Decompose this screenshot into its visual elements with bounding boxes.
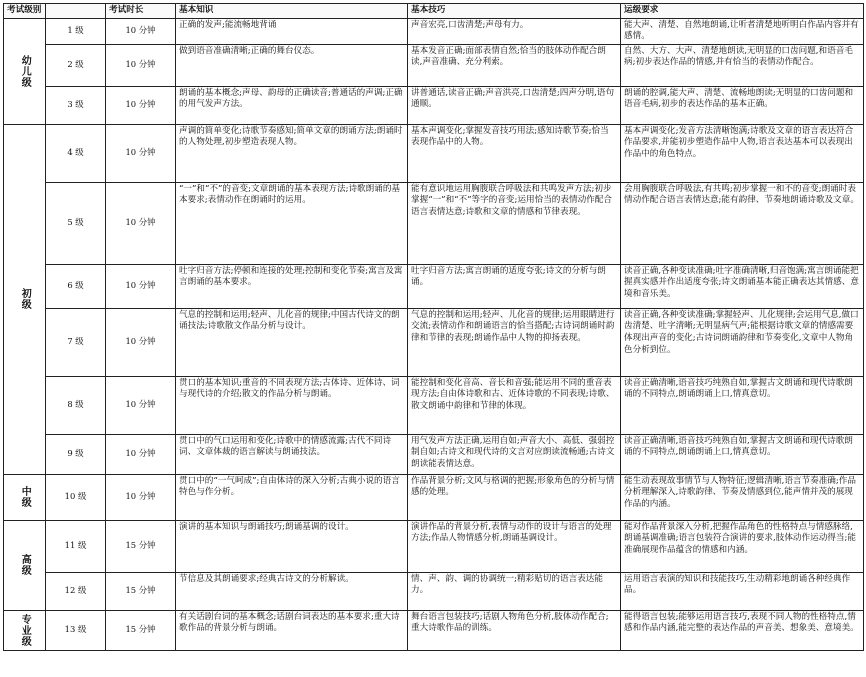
knowledge-cell: 贯口中的“一气呵成”;自由体诗的深入分析;古典小说的语言特色与作分析。 (176, 474, 408, 520)
skills-cell: 讲普通话,读音正确;声音洪亮,口齿清楚;四声分明,语句通顺。 (408, 86, 621, 124)
grade-cell: 8 级 (46, 376, 106, 434)
grade-cell: 13 级 (46, 610, 106, 650)
knowledge-cell: 演讲的基本知识与朗诵技巧;朗诵基调的设计。 (176, 520, 408, 572)
table-row (4, 572, 864, 610)
header-requirements: 运级要求 (621, 4, 864, 19)
grade-cell: 9 级 (46, 434, 106, 474)
requirements-cell: 自然、大方、大声、清楚地朗读,无明显的口齿问题,和语音毛病;初步表达作品的情感,并有恰当的表情动作配合。 (621, 44, 864, 86)
grade-cell: 7 级 (46, 308, 106, 376)
time-cell: 10 分钟 (106, 308, 176, 376)
time-cell: 10 分钟 (106, 434, 176, 474)
requirements-cell: 朗诵的腔调,能大声、清楚、流畅地朗读;无明显的口齿问题和语音毛病,初步的表达作品的基本正确。 (621, 86, 864, 124)
knowledge-cell: 朗诵的基本概念;声母、韵母的正确读音;普通话的声调;正确的用气发声方法。 (176, 86, 408, 124)
header-skills: 基本技巧 (408, 4, 621, 19)
time-cell: 10 分钟 (106, 182, 176, 264)
time-cell: 10 分钟 (106, 124, 176, 182)
grade-cell: 12 级 (46, 572, 106, 610)
header-grade (46, 4, 106, 19)
grade-cell: 10 级 (46, 474, 106, 520)
requirements-cell: 会用胸腹联合呼吸法,有共鸣;初步掌握一和不的音变;朗诵时表情动作配合语言表情达意;能有韵律、节奏地朗诵诗歌及文章。 (621, 182, 864, 264)
requirements-cell: 读音正确清晰,语音技巧纯熟自如,掌握古文朗诵和现代诗歌朗诵的不同特点,朗诵朗诵上口,情真意切。 (621, 376, 864, 434)
table-row (4, 182, 864, 264)
knowledge-cell: 声调的简单变化;诗歌节奏感知;简单文章的朗诵方法;朗诵时的人物处理,初步塑造表现人物。 (176, 124, 408, 182)
table-row (4, 376, 864, 434)
requirements-cell: 能对作品背景深入分析,把握作品角色的性格特点与情感脉络,朗诵基调准确;语言包装符合演讲的要求,肢体动作运动得当;能准确展现作品蕴含的情感和内涵。 (621, 520, 864, 572)
requirements-cell: 读音正确清晰,语音技巧纯熟自如,掌握古文朗诵和现代诗歌朗诵的不同特点,朗诵朗诵上口,情真意切。 (621, 434, 864, 474)
skills-cell: 用气发声方法正确,运用自如;声音大小、高低、强弱控制自如;古诗文和现代诗的文言对应朗读流畅通;古诗文朗读能表情达意。 (408, 434, 621, 474)
knowledge-cell: 吐字归音方法;停顿和连接的处理;控制和变化节奏;寓言及寓言朗诵的基本要求。 (176, 264, 408, 308)
skills-cell: 舞台语言包装技巧;话剧人物角色分析,肢体动作配合;重大诗歌作品的训练。 (408, 610, 621, 650)
grade-cell: 1 级 (46, 18, 106, 44)
time-cell: 10 分钟 (106, 264, 176, 308)
table-row (4, 520, 864, 572)
level-cell (4, 18, 46, 124)
requirements-cell: 基本声调变化;发音方法清晰饱满;诗歌及文章的语言表达符合作品要求,并能初步塑造作品中人物,语言表达基本可以表现出作品中的角色特点。 (621, 124, 864, 182)
level-label: 幼儿级 (19, 54, 31, 88)
knowledge-cell: 正确的发声;能流畅地背诵 (176, 18, 408, 44)
header-row (4, 4, 864, 19)
level-cell (4, 474, 46, 520)
knowledge-cell: 气息的控制和运用;轻声、儿化音的规律;中国古代诗文的朗诵技法;诗歌散文作品分析与设计。 (176, 308, 408, 376)
table-row (4, 44, 864, 86)
time-cell: 15 分钟 (106, 520, 176, 572)
time-cell: 10 分钟 (106, 44, 176, 86)
knowledge-cell: “一”和“不”的音变;文章朗诵的基本表现方法;诗歌朗诵的基本要求;表情动作在朗诵时的运用。 (176, 182, 408, 264)
requirements-cell: 读音正确,各种变读准确;吐字准确清晰,归音饱满;寓言朗诵能把握真实感并作出适度夸张;诗文朗诵基本能正确表达其情感、意境和音乐美。 (621, 264, 864, 308)
knowledge-cell: 有关话剧台词的基本概念;话剧台词表达的基本要求;重大诗歌作品的背景分析与朗诵。 (176, 610, 408, 650)
table-row (4, 434, 864, 474)
skills-cell: 气息的控制和运用;轻声、儿化音的规律;运用眼睛进行交流;表情动作和朗诵语言的恰当搭配;古诗词朗诵时韵律和节律的表现;朗诵作品中人物的抑扬表现。 (408, 308, 621, 376)
time-cell: 10 分钟 (106, 86, 176, 124)
knowledge-cell: 节信息及其朗诵要求;经典古诗文的分析解读。 (176, 572, 408, 610)
time-cell: 15 分钟 (106, 572, 176, 610)
level-label: 中级 (19, 486, 31, 509)
table-row (4, 474, 864, 520)
skills-cell: 吐字归音方法;寓言朗诵的适度夸张;诗文的分析与朗诵。 (408, 264, 621, 308)
header-knowledge: 基本知识 (176, 4, 408, 19)
skills-cell: 演讲作品的背景分析,表情与动作的设计与语言的处理方法;作品人物情感分析,朗诵基调设计。 (408, 520, 621, 572)
document-page (3, 3, 863, 671)
requirements-cell: 运用语言表演的知识和技能技巧,生动精彩地朗诵各种经典作品。 (621, 572, 864, 610)
requirements-cell: 能生动表现故事情节与人物特征;逻辑清晰,语言节奏准确;作品分析理解深入,诗歌韵律、节奏及情感到位,能声情并茂的展现作品的内涵。 (621, 474, 864, 520)
header-time: 考试时长 (106, 4, 176, 19)
exam-requirements-table (3, 3, 864, 651)
level-cell (4, 610, 46, 650)
level-label: 高级 (19, 554, 31, 577)
level-label: 初级 (19, 288, 31, 311)
level-cell (4, 520, 46, 610)
table-row (4, 124, 864, 182)
skills-cell: 作品背景分析;文风与格调的把握;形象角色的分析与情感的处理。 (408, 474, 621, 520)
grade-cell: 11 级 (46, 520, 106, 572)
skills-cell: 能控制和变化音高、音长和音强;能运用不同的重音表现方法;自由体诗歌和古、近体诗歌的不同表现;诗歌、散文朗诵中韵律和节律的体现。 (408, 376, 621, 434)
skills-cell: 基本发音正确;面部表情自然;恰当的肢体动作配合朗读,声音准确、充分利索。 (408, 44, 621, 86)
table-row (4, 18, 864, 44)
skills-cell: 情、声、韵、调的协调统一;精彩贴切的语言表达能力。 (408, 572, 621, 610)
skills-cell: 基本声调变化;掌握发音技巧用法;感知诗歌节奏;恰当表现作品中的人物。 (408, 124, 621, 182)
time-cell: 10 分钟 (106, 376, 176, 434)
table-row (4, 264, 864, 308)
requirements-cell: 能得语言包装;能够运用语言技巧,表现不同人物的性格特点,情感和作品内涵,能完整的表达作品的声音美、想象美、意境美。 (621, 610, 864, 650)
knowledge-cell: 贯口的基本知识;重音的不同表现方法;古体诗、近体诗、词与现代诗的介绍;散文的作品分析与朗诵。 (176, 376, 408, 434)
grade-cell: 5 级 (46, 182, 106, 264)
header-level: 考试级别 (4, 4, 46, 19)
table-row (4, 610, 864, 650)
grade-cell: 6 级 (46, 264, 106, 308)
table-row (4, 86, 864, 124)
skills-cell: 能有意识地运用胸腹联合呼吸法和共鸣发声方法;初步掌握“一”和“不”等字的音变;运用恰当的表情动作配合语言表情达意;诗歌和文章的情感和节律表现。 (408, 182, 621, 264)
knowledge-cell: 做到语音准确清晰;正确的舞台仪态。 (176, 44, 408, 86)
requirements-cell: 读音正确,各种变读准确;掌握轻声、儿化规律;会运用气息,做口齿清楚、吐字清晰;无明显病气声;能根据诗歌文章的情感需要体现出声音的变化;古诗词朗诵韵律和节奏变化,文章中人物角色分析到位。 (621, 308, 864, 376)
grade-cell: 3 级 (46, 86, 106, 124)
table-row (4, 308, 864, 376)
skills-cell: 声音宏亮,口齿清楚;声母有力。 (408, 18, 621, 44)
time-cell: 15 分钟 (106, 610, 176, 650)
requirements-cell: 能大声、清楚、自然地朗诵,让听者清楚地听明白作品内容并有感情。 (621, 18, 864, 44)
time-cell: 10 分钟 (106, 474, 176, 520)
knowledge-cell: 贯口中的气口运用和变化;诗歌中的情感流露;古代不同诗词、文章体裁的语言解读与朗诵技法。 (176, 434, 408, 474)
time-cell: 10 分钟 (106, 18, 176, 44)
grade-cell: 2 级 (46, 44, 106, 86)
level-cell (4, 124, 46, 474)
grade-cell: 4 级 (46, 124, 106, 182)
level-label: 专业级 (19, 613, 31, 647)
